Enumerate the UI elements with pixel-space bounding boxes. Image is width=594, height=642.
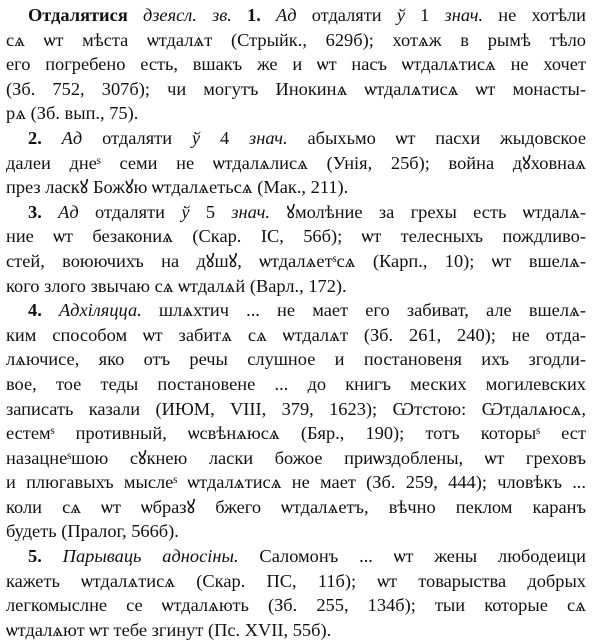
italic-text: ў <box>396 5 405 25</box>
headword: Отдалятися <box>28 5 128 25</box>
sense-number: 3. <box>28 201 42 222</box>
text-segment: ние ѡт безакониѧ (Скар. ІС, 56б); ѡт телесныхъ пождливо- <box>6 226 586 247</box>
sense-line <box>6 151 586 176</box>
sense-first-line <box>6 200 586 225</box>
text-segment: през ласкꙋ Божꙋю ѡтдалѧетьсѧ (Мак., 211). <box>6 177 349 198</box>
text-segment: записать казали (ИЮМ, VIII, 379, 1623); Ѡтстою: Ѡтдалѧюсѧ, <box>6 398 586 419</box>
sense-line <box>6 274 586 299</box>
sense-number: 5. <box>28 546 42 567</box>
text-segment: его погребено есть, вшакъ же и ѡт насъ ѡтдалѧтисѧ не хочет <box>6 54 586 75</box>
text-segment: рѧ (Зб. вып., 75). <box>6 103 139 124</box>
sense-number: 1. <box>247 5 261 25</box>
text-segment: лѧючисе, яко отъ речы слушное и постановеня ихъ згодли- <box>6 349 586 370</box>
italic-text: Парываць адносіны. <box>62 546 239 567</box>
sense-5 <box>6 544 586 642</box>
text-segment: кажеть ѡтдалѧтисѧ (Скар. ПС, 11б); ѡт товарыства добрых <box>6 570 586 591</box>
text-segment: шлѧхтич ... не мает его забиват, але вшелѧ- <box>141 300 586 321</box>
sense-first-line <box>6 126 586 151</box>
sense-line <box>6 569 586 594</box>
text-segment: (Зб. 752, 307б); чи могутъ Инокинѧ ѡтдалѧтисѧ ѡт монасты- <box>6 78 586 99</box>
text-segment: стей, воюючихъ на дꙋшꙋ, ѡтдалѧетˢсѧ (Карп., 10); ѡт вшелѧ- <box>6 250 586 271</box>
text-segment: ꙋмолѣние за грехы есть ѡтдалѧ- <box>269 201 586 222</box>
text-segment: и плюгавыхъ мыслеˢ ѡтдалѧтисѧ не мает (Зб. 259, 444); чловѣкъ ... <box>6 472 586 493</box>
sense-line <box>6 446 586 471</box>
text-segment: назацнеˢшою сꙋкнею ласки божое приѡздоблены, ѡт греховъ <box>6 447 586 468</box>
sense-text <box>63 546 586 566</box>
sense-text <box>62 128 586 148</box>
sense-line <box>6 470 586 495</box>
sense-line <box>6 28 586 53</box>
sense-line <box>6 519 586 544</box>
sense-line <box>6 372 586 397</box>
sense-line <box>6 593 586 618</box>
text-segment: не хотѣли <box>483 5 586 25</box>
text-segment: отдаляти <box>296 5 397 25</box>
italic-text: Ад <box>58 201 79 222</box>
sense-4 <box>6 298 586 544</box>
sense-line <box>6 249 586 274</box>
sense-line <box>6 101 586 126</box>
text-segment: вое, тое теды постановене ... до книгъ меских могилевских <box>6 373 586 394</box>
text-segment: 5 <box>189 201 232 222</box>
grammar-label: дзеясл. зв. <box>142 5 232 25</box>
text-segment: сѧ ѡт мѣста ѡтдалѧт (Стрыйк., 629б); хотѧж в рымѣ тѣло <box>6 29 586 50</box>
text-segment: ким способом ѡт забитѧ сѧ ѡтдалѧт (Зб. 261, 240); не отда- <box>6 324 586 345</box>
text-segment: будеть (Пралог, 566б). <box>6 521 179 542</box>
italic-text: Адхіляцца. <box>58 300 142 321</box>
sense-2 <box>6 126 586 200</box>
text-segment: 1 <box>404 5 445 25</box>
sense-text <box>276 5 586 25</box>
text-segment: естемˢ противный, ѡсвѣнѧюсѧ (Бяр., 190); тотъ которыˢ ест <box>6 423 586 444</box>
sense-1 <box>6 3 586 126</box>
text-segment: Саломонъ ... ѡт жены любодеици <box>238 546 586 567</box>
sense-line <box>6 52 586 77</box>
italic-text: знач. <box>231 201 270 222</box>
sense-line <box>6 421 586 446</box>
sense-number: 2. <box>28 127 42 148</box>
sense-first-line <box>6 544 586 569</box>
entry-first-line <box>6 3 586 28</box>
text-segment: коли сѧ ѡт ѡбразꙋ бжего ѡтдалѧетъ, вѣчно пеклом каранъ <box>6 496 586 517</box>
text-segment: абыхьмо ѡт пасхи жыдовское <box>287 127 586 148</box>
italic-text: знач. <box>444 5 484 25</box>
text-segment: отдаляти <box>78 201 182 222</box>
sense-first-line <box>6 298 586 323</box>
sense-line <box>6 77 586 102</box>
text-segment: 4 <box>200 127 250 148</box>
sense-line <box>6 224 586 249</box>
italic-text: ў <box>181 201 190 222</box>
italic-text: Ад <box>275 5 297 25</box>
sense-text <box>59 300 586 320</box>
text-segment: далеи днеˢ семи не ѡтдалѧлисѧ (Унія, 25б); война дꙋховнаѧ <box>6 152 586 173</box>
italic-text: знач. <box>249 127 288 148</box>
text-segment: легкомыслне се ѡтдалѧють (Зб. 255, 134б); тыи которые сѧ <box>6 595 586 616</box>
sense-3 <box>6 200 586 298</box>
sense-text <box>58 202 586 222</box>
text-segment: отдаляти <box>82 127 192 148</box>
italic-text: Ад <box>61 127 83 148</box>
sense-number: 4. <box>28 300 42 321</box>
sense-line <box>6 618 586 642</box>
sense-line <box>6 495 586 520</box>
text-segment: ѡтдалѧют ѡт тебе згинут (Пс. XVII, 55б). <box>6 619 332 640</box>
italic-text: ў <box>191 127 201 148</box>
sense-line <box>6 323 586 348</box>
text-segment: кого злого звычаю сѧ ѡтдалѧй (Варл., 172). <box>6 275 347 296</box>
sense-line <box>6 347 586 372</box>
sense-line <box>6 175 586 200</box>
sense-line <box>6 397 586 422</box>
